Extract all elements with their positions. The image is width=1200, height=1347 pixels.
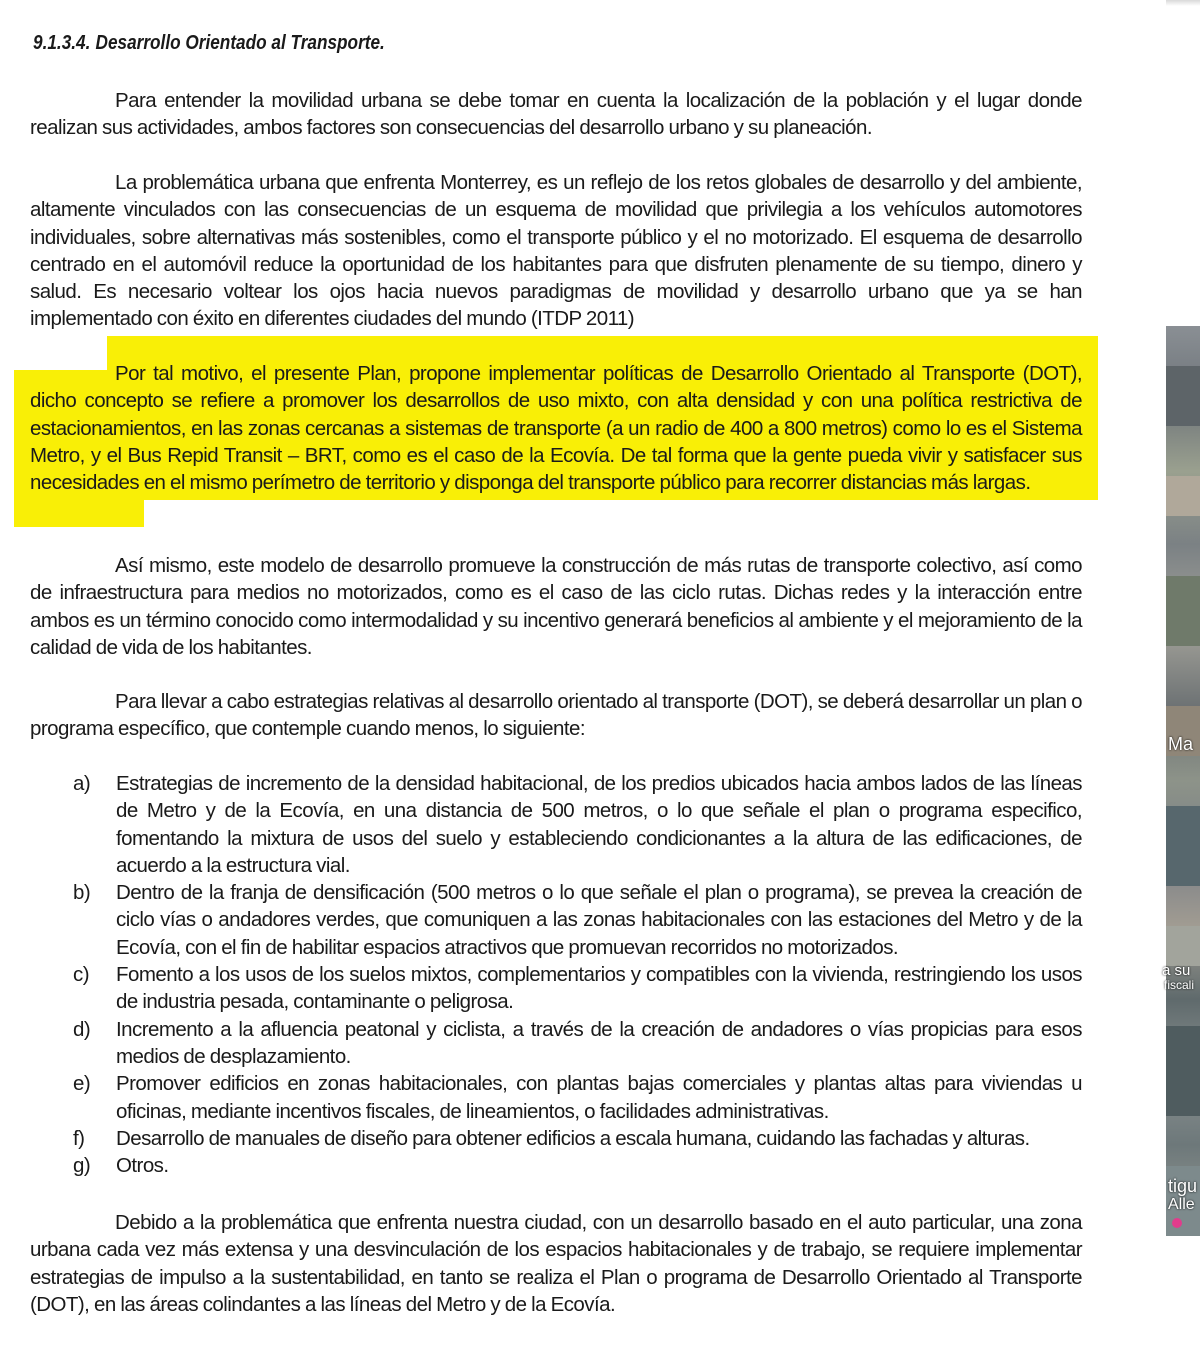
list-item-letter: d) bbox=[73, 1017, 91, 1041]
strategy-list bbox=[30, 770, 1082, 1179]
list-item-text: Desarrollo de manuales de diseño para obtener edificios a escala humana, cuidando las fachadas y alturas. bbox=[116, 1126, 1030, 1150]
paragraph-4: Así mismo, este modelo de desarrollo promueve la construcción de más rutas de transporte colectivo, así como de infraestructura para medios no motorizados, como es el caso de las ciclo rutas. Dichas redes y la interacción entre ambos es un término conocido como intermodalidad y su incentivo generará beneficios al ambiente y el mejoramiento de la calidad de vida de los habitantes. bbox=[30, 554, 1082, 659]
list-item-letter: a) bbox=[73, 772, 91, 795]
section-title: Desarrollo Orientado al Transporte. bbox=[95, 32, 385, 54]
list-item-letter: g) bbox=[73, 1154, 91, 1178]
paragraph-5: Para llevar a cabo estrategias relativas al desarrollo orientado al transporte (DOT), se deberá desarrollar un plan o programa específico, que contemple cuando menos, lo siguiente: bbox=[30, 690, 1082, 741]
map-tile bbox=[1166, 366, 1200, 426]
list-item-letter: b) bbox=[73, 881, 91, 905]
list-item-text: Fomento a los usos de los suelos mixtos, complementarios y compatibles con la vivienda, restringiendo los usos de industria pesada, contaminante o peligrosa. bbox=[116, 963, 1082, 1014]
map-label: tigu bbox=[1168, 1176, 1198, 1196]
map-pin-icon bbox=[1172, 1218, 1182, 1228]
list-item bbox=[30, 1016, 1082, 1071]
list-item bbox=[30, 961, 1082, 1016]
list-item bbox=[30, 879, 1082, 961]
list-item-text: Incremento a la afluencia peatonal y ciclista, a través de la creación de andadores o vías propicias para esos medios de desplazamiento. bbox=[116, 1017, 1082, 1068]
map-tile bbox=[1166, 806, 1200, 886]
background-map-strip[interactable] bbox=[1162, 326, 1200, 1236]
list-item-letter: c) bbox=[73, 963, 89, 987]
list-item bbox=[30, 1152, 1082, 1179]
map-label: Ma bbox=[1168, 734, 1194, 754]
map-tile bbox=[1166, 476, 1200, 516]
list-item-text: Otros. bbox=[116, 1154, 169, 1178]
highlight-band-bottom bbox=[14, 498, 144, 527]
map-tile bbox=[1166, 1026, 1200, 1116]
list-item bbox=[30, 770, 1082, 879]
map-label: a su bbox=[1162, 962, 1191, 979]
list-item-text: Promover edificios en zonas habitacionales, con plantas bajas comerciales y plantas altas para viviendas u oficinas, mediante incentivos fiscales, de lineamientos, o facilidades administrativas. bbox=[116, 1072, 1082, 1123]
list-item-text: Estrategias de incremento de la densidad habitacional, de los predios ubicados hacia ambos lados de las líneas de Metro y de la Ecovía, en una distancia de 500 metros, o lo que señale el plan o programa especifico, fomentando la mixtura de usos del suelo y estableciendo condicionantes a la altura de las edificaciones, de acuerdo a la estructura vial. bbox=[116, 772, 1082, 877]
section-heading bbox=[33, 32, 385, 55]
paragraph-1: Para entender la movilidad urbana se debe tomar en cuenta la localización de la población y el lugar donde realizan sus actividades, ambos factores son consecuencias del desarrollo urbano y su planeación. bbox=[30, 89, 1082, 140]
list-item-text: Dentro de la franja de densificación (500 metros o lo que señale el plan o programa), se prevea la creación de ciclo vías o andadores verdes, que comuniquen a las zonas habitacionales con las estaciones del Metro y de la Ecovía, con el fin de habilitar espacios atractivos que promuevan recorridos no motorizados. bbox=[116, 881, 1082, 959]
map-tile bbox=[1166, 926, 1200, 966]
paragraph-6: Debido a la problemática que enfrenta nuestra ciudad, con un desarrollo basado en el auto particular, una zona urbana cada vez más extensa y una desvinculación de los espacios habitacionales y de trabajo, se requiere implementar estrategias de impulso a la sustentabilidad, en tanto se realiza el Plan o programa de Desarrollo Orientado al Transporte (DOT), en las áreas colindantes a las líneas del Metro y de la Ecovía. bbox=[30, 1211, 1082, 1316]
section-number: 9.1.3.4. bbox=[33, 32, 91, 54]
list-item bbox=[30, 1125, 1082, 1152]
map-label: Alle bbox=[1168, 1196, 1195, 1213]
map-label: fiscali bbox=[1164, 978, 1195, 992]
list-item-letter: f) bbox=[73, 1126, 85, 1150]
list-item-letter: e) bbox=[73, 1072, 91, 1096]
list-item bbox=[30, 1070, 1082, 1125]
map-tile bbox=[1166, 576, 1200, 646]
paragraph-3-highlighted: Por tal motivo, el presente Plan, propone implementar políticas de Desarrollo Orientado al Transporte (DOT), dicho concepto se refiere a promover los desarrollos de uso mixto, con alta densidad y con una política restrictiva de estacionamientos, en las zonas cercanas a sistemas de transporte (a un radio de 400 a 800 metros) como lo es el Sistema Metro, y el Bus Repid Transit – BRT, como es el caso de la Ecovía. De tal forma que la gente pueda vivir y satisfacer sus necesidades en el mismo perímetro de territorio y disponga del transporte público para recorrer distancias más largas. bbox=[30, 362, 1082, 495]
paragraph-2: La problemática urbana que enfrenta Monterrey, es un reflejo de los retos globales de desarrollo y del ambiente, altamente vinculados con las consecuencias de un esquema de movilidad que privilegia a los vehículos automotores individuales, sobre alternativas más sostenibles, como el transporte público y el no motorizado. El esquema de desarrollo centrado en el automóvil reduce la oportunidad de los habitantes para que disfruten plenamente de su tiempo, dinero y salud. Es necesario voltear los ojos hacia nuevos paradigmas de movilidad y desarrollo urbano que ya se han implementado con éxito en diferentes ciudades del mundo (ITDP 2011) bbox=[30, 171, 1082, 331]
